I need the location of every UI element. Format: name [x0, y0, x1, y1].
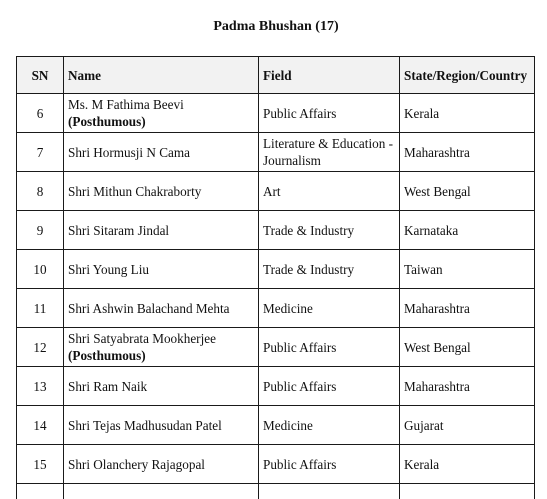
cell-name — [64, 484, 259, 499]
header-field: Field — [259, 57, 400, 94]
table-row — [17, 406, 535, 445]
cell-name: Shri Ram Naik — [64, 367, 259, 406]
cell-state: Gujarat — [400, 406, 535, 445]
cell-name: Shri Sitaram Jindal — [64, 211, 259, 250]
cell-sn: 6 — [17, 94, 64, 133]
table-row — [17, 367, 535, 406]
cell-field: Public Affairs — [259, 367, 400, 406]
table-row-partial — [17, 484, 535, 499]
cell-field: Art — [259, 172, 400, 211]
cell-state: Maharashtra — [400, 367, 535, 406]
header-state: State/Region/Country — [400, 57, 535, 94]
cell-field: Public Affairs — [259, 445, 400, 484]
cell-state: West Bengal — [400, 328, 535, 367]
table-row — [17, 250, 535, 289]
posthumous-note: (Posthumous) — [68, 348, 146, 363]
table-row — [17, 289, 535, 328]
cell-sn: 7 — [17, 133, 64, 172]
field-line-2: Journalism — [263, 153, 321, 168]
cell-sn: 13 — [17, 367, 64, 406]
cell-sn: 14 — [17, 406, 64, 445]
awardee-name: Ms. M Fathima Beevi — [68, 97, 184, 112]
cell-name: Shri Olanchery Rajagopal — [64, 445, 259, 484]
cell-sn: 9 — [17, 211, 64, 250]
awardee-name: Shri Satyabrata Mookherjee — [68, 331, 216, 346]
cell-name: Shri Hormusji N Cama — [64, 133, 259, 172]
cell-field: Public Affairs — [259, 328, 400, 367]
cell-name: Shri Young Liu — [64, 250, 259, 289]
cell-sn — [17, 484, 64, 499]
cell-state: Kerala — [400, 94, 535, 133]
table-header-row — [17, 57, 535, 94]
cell-field: Medicine — [259, 289, 400, 328]
cell-name: Shri Ashwin Balachand Mehta — [64, 289, 259, 328]
header-name: Name — [64, 57, 259, 94]
cell-field: Medicine — [259, 406, 400, 445]
table-row — [17, 445, 535, 484]
cell-sn: 11 — [17, 289, 64, 328]
cell-sn: 8 — [17, 172, 64, 211]
cell-field: Trade & Industry — [259, 250, 400, 289]
cell-field — [259, 484, 400, 499]
table-row — [17, 172, 535, 211]
cell-state: Taiwan — [400, 250, 535, 289]
cell-state — [400, 484, 535, 499]
cell-name: Shri Tejas Madhusudan Patel — [64, 406, 259, 445]
table-row — [17, 133, 535, 172]
table-row — [17, 211, 535, 250]
cell-field — [259, 133, 400, 172]
field-line-1: Literature & Education - — [263, 136, 393, 151]
cell-sn: 15 — [17, 445, 64, 484]
cell-sn: 10 — [17, 250, 64, 289]
header-sn: SN — [17, 57, 64, 94]
cell-name: Shri Mithun Chakraborty — [64, 172, 259, 211]
cell-state: Maharashtra — [400, 133, 535, 172]
cell-sn: 12 — [17, 328, 64, 367]
cell-name — [64, 94, 259, 133]
posthumous-note: (Posthumous) — [68, 114, 146, 129]
cell-state: West Bengal — [400, 172, 535, 211]
awards-table — [16, 56, 535, 499]
cell-name — [64, 328, 259, 367]
cell-state: Maharashtra — [400, 289, 535, 328]
cell-state: Karnataka — [400, 211, 535, 250]
page-title: Padma Bhushan (17) — [213, 19, 339, 34]
cell-field: Public Affairs — [259, 94, 400, 133]
cell-state: Kerala — [400, 445, 535, 484]
cell-field: Trade & Industry — [259, 211, 400, 250]
table-row — [17, 94, 535, 133]
table-row — [17, 328, 535, 367]
